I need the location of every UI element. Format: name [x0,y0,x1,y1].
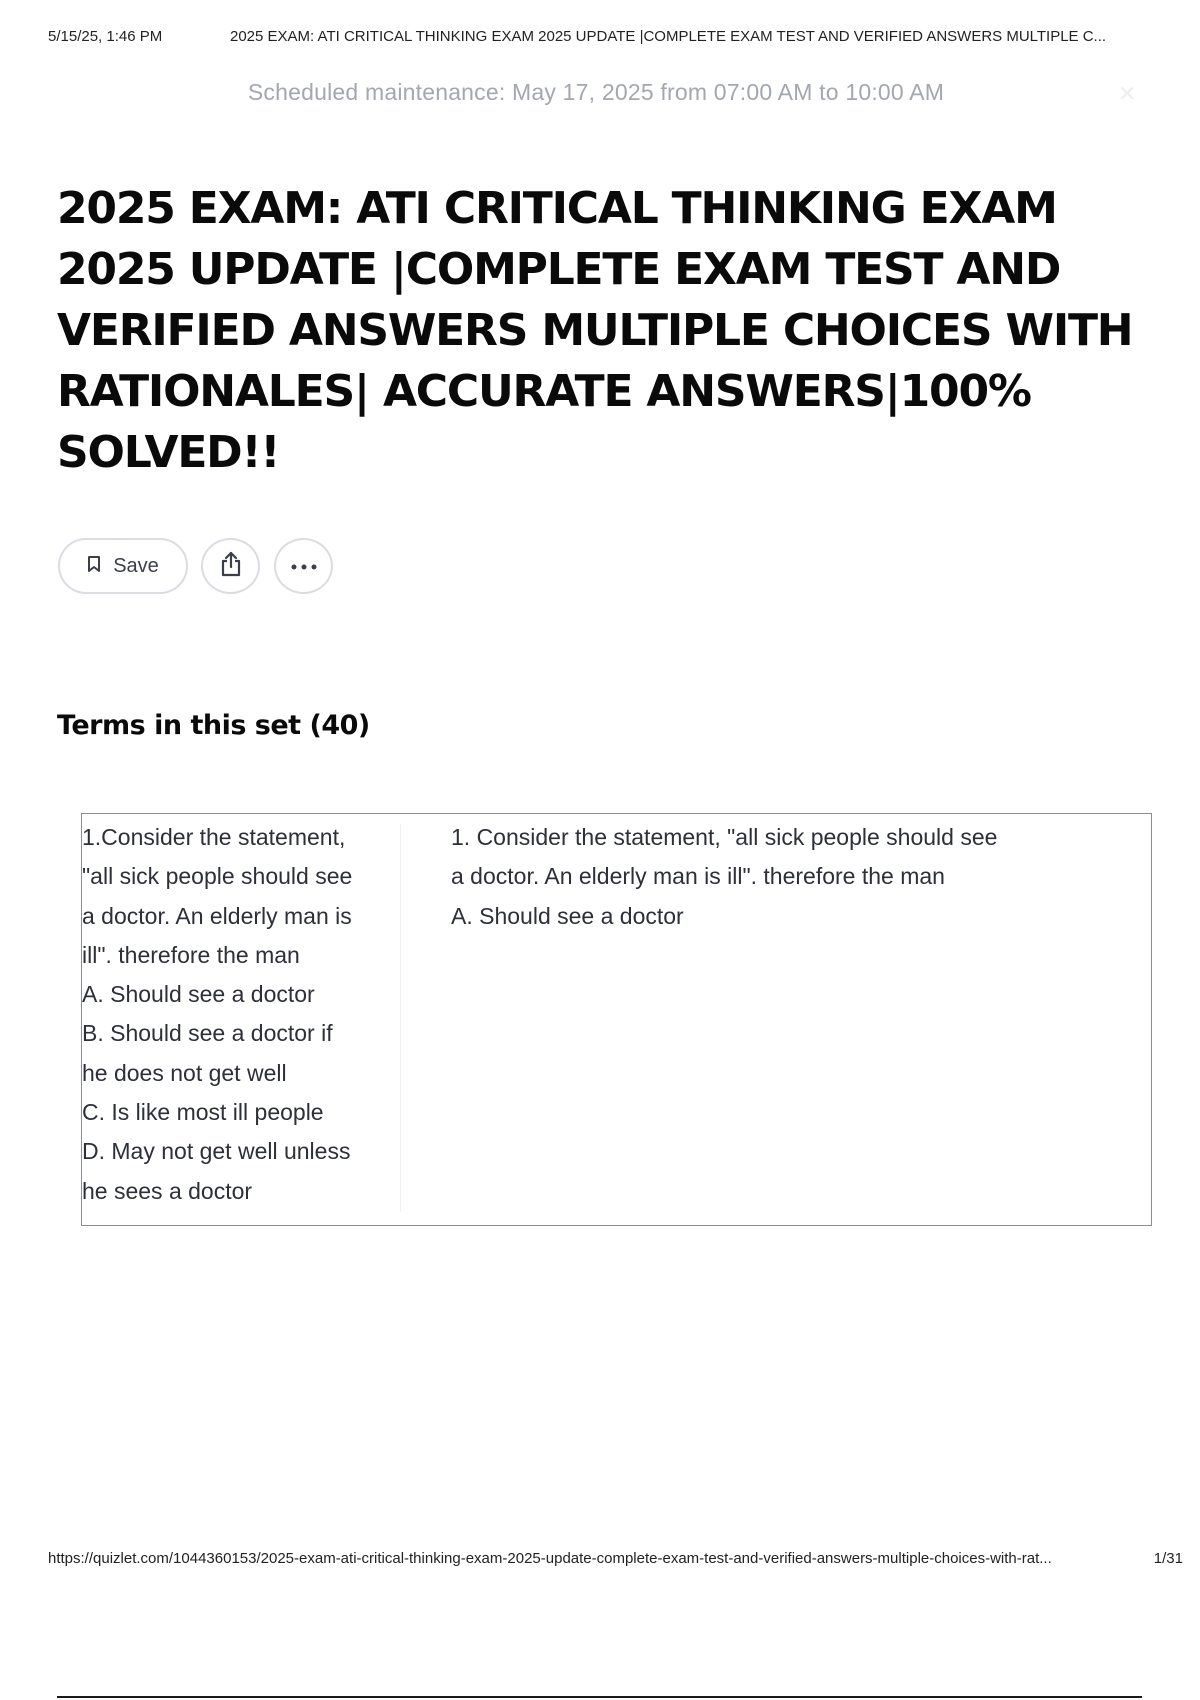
share-icon [219,550,243,583]
print-date: 5/15/25, 1:46 PM [48,28,163,45]
term-divider [400,824,401,1212]
maintenance-banner [0,79,1200,106]
print-url: https://quizlet.com/1044360153/2025-exam-ati-critical-thinking-exam-2025-update-complete-exam-test-and-verified-answers-multiple-choices-with-rat... [48,1550,1052,1567]
print-page-number: 1/31 [1153,1550,1183,1567]
save-button-label: Save [113,554,159,577]
save-button[interactable] [58,538,188,594]
bottom-divider [57,1696,1142,1698]
more-options-button[interactable] [274,538,333,594]
maintenance-banner-text: Scheduled maintenance: May 17, 2025 from 07:00 AM to 10:00 AM [247,79,945,105]
page-title: 2025 EXAM: ATI CRITICAL THINKING EXAM 2025 UPDATE |COMPLETE EXAM TEST AND VERIFIED ANSWERS MULTIPLE CHOICES WITH RATIONALES| ACCURATE ANSWERS|100% SOLVED!! [57,183,1133,478]
bookmark-icon [87,555,101,578]
term-card[interactable] [81,813,1152,1226]
more-horizontal-icon [291,557,317,575]
share-button[interactable] [201,538,260,594]
print-document-title: 2025 EXAM: ATI CRITICAL THINKING EXAM 2025 UPDATE |COMPLETE EXAM TEST AND VERIFIED ANSWERS MULTIPLE C... [230,28,1107,45]
term-back: 1. Consider the statement, "all sick people should see a doctor. An elderly man is ill". therefore the man A. Should see a doctor [451,824,998,929]
close-icon[interactable]: ✕ [1118,81,1137,106]
print-footer [48,1550,1183,1570]
terms-heading: Terms in this set (40) [57,710,370,741]
term-front: 1.Consider the statement, "all sick people should see a doctor. An elderly man is ill". therefore the man A. Should see a doctor B. Should see a doctor if he does not get well C. Is like most ill people D. May not get well unless he sees a doctor [82,824,353,1204]
